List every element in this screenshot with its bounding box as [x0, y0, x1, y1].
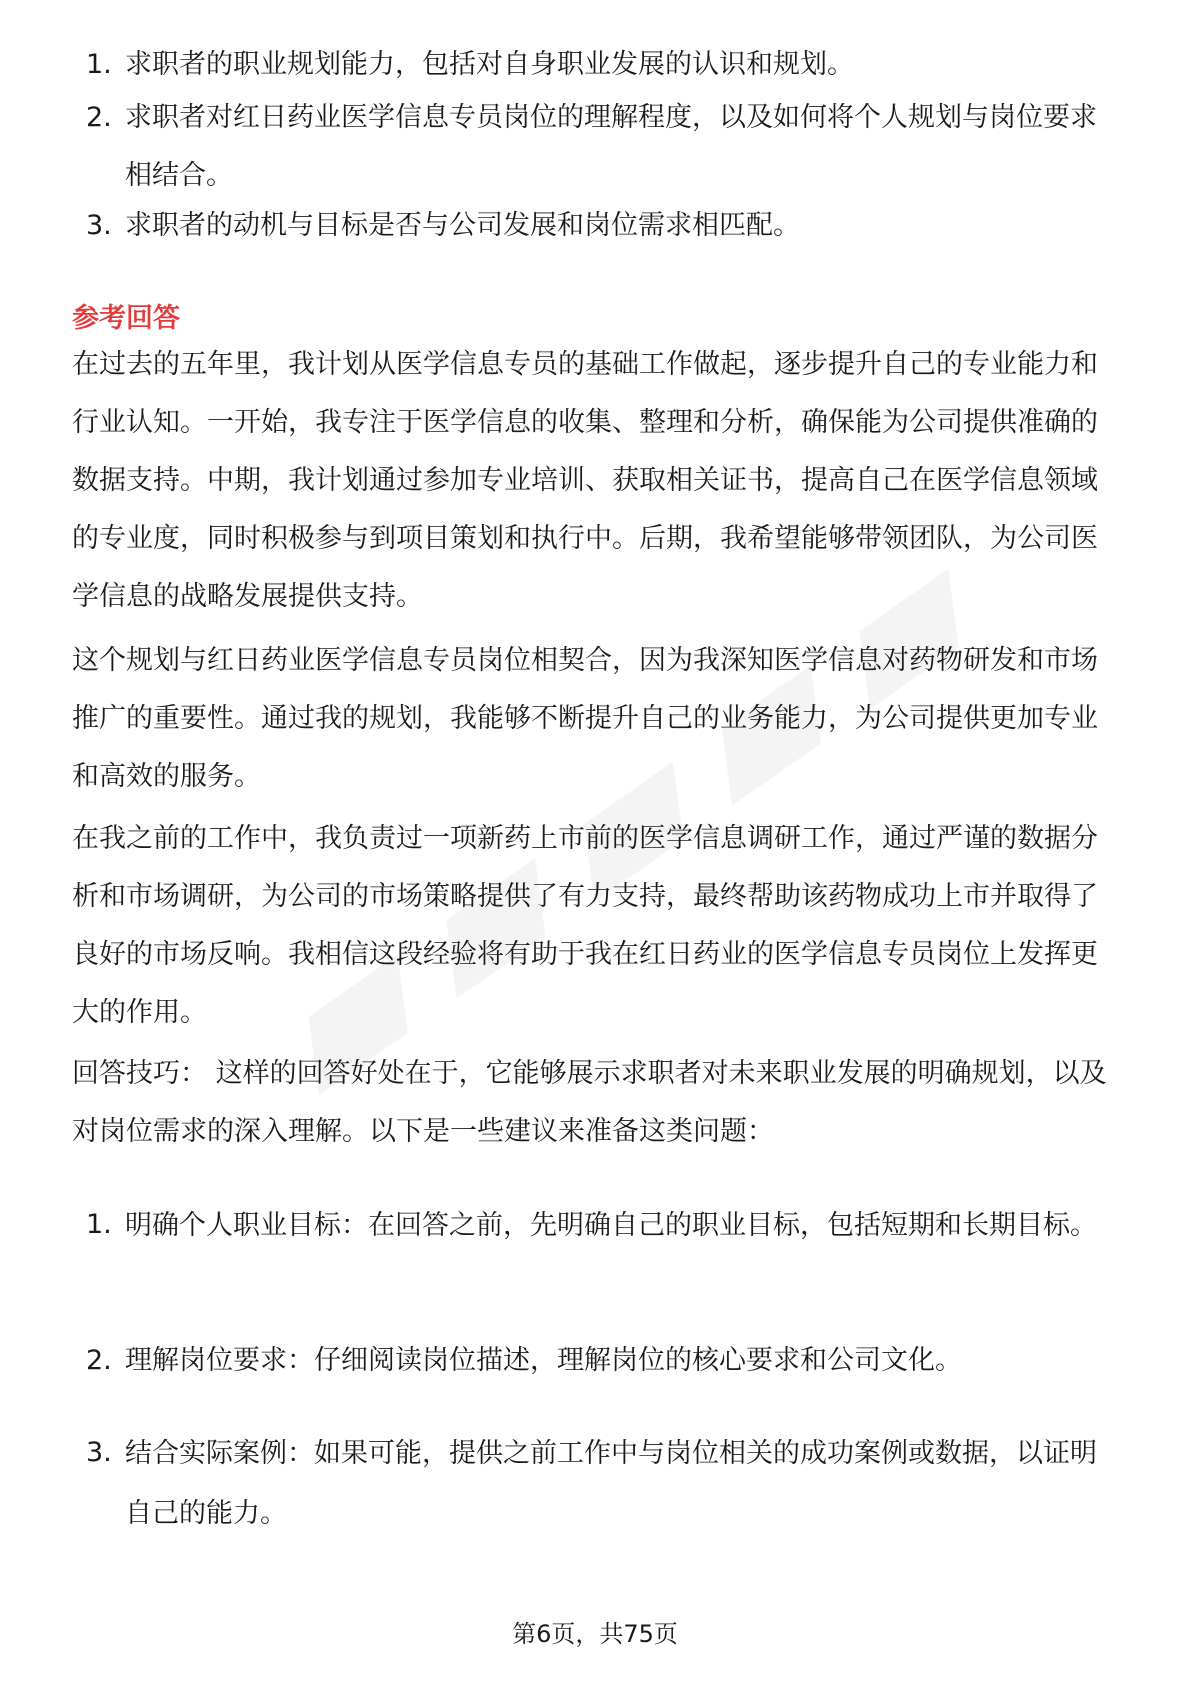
answer-paragraph: 这个规划与红日药业医学信息专员岗位相契合，因为我深知医学信息对药物研发和市场推广的重要性。通过我的规划，我能够不断提升自己的业务能力，为公司提供更加专业和高效的服务。 — [72, 645, 1098, 792]
list-number: 2. — [86, 102, 112, 133]
list-text: 求职者的动机与目标是否与公司发展和岗位需求相匹配。 — [125, 210, 800, 241]
tips-intro-paragraph: 回答技巧： 这样的回答好处在于，它能够展示求职者对未来职业发展的明确规划，以及对岗位需求的深入理解。以下是一些建议来准备这类问题： — [72, 1058, 1107, 1147]
list-text: 求职者的职业规划能力，包括对自身职业发展的认识和规划。 — [125, 49, 854, 80]
list-text: 理解岗位要求：仔细阅读岗位描述，理解岗位的核心要求和公司文化。 — [125, 1345, 962, 1376]
section-heading: 参考回答 — [72, 303, 180, 334]
page-number: 第6页，共75页 — [512, 1620, 678, 1648]
list-text: 求职者对红日药业医学信息专员岗位的理解程度，以及如何将个人规划与岗位要求相结合。 — [125, 102, 1097, 191]
list-text: 结合实际案例：如果可能，提供之前工作中与岗位相关的成功案例或数据，以证明自己的能力。 — [125, 1438, 1097, 1529]
list-number: 2. — [86, 1345, 112, 1376]
list-text: 明确个人职业目标：在回答之前，先明确自己的职业目标，包括短期和长期目标。 — [125, 1210, 1097, 1241]
list-number: 3. — [86, 1437, 112, 1468]
list-number: 3. — [86, 210, 112, 241]
list-number: 1. — [86, 49, 112, 80]
list-number: 1. — [86, 1209, 112, 1240]
answer-paragraph: 在我之前的工作中，我负责过一项新药上市前的医学信息调研工作，通过严谨的数据分析和市场调研，为公司的市场策略提供了有力支持，最终帮助该药物成功上市并取得了良好的市场反响。我相信这段经验将有助于我在红日药业的医学信息专员岗位上发挥更大的作用。 — [72, 823, 1098, 1028]
answer-paragraph: 在过去的五年里，我计划从医学信息专员的基础工作做起，逐步提升自己的专业能力和行业认知。一开始，我专注于医学信息的收集、整理和分析，确保能为公司提供准确的数据支持。中期，我计划通过参加专业培训、获取相关证书，提高自己在医学信息领域的专业度，同时积极参与到项目策划和执行中。后期，我希望能够带领团队，为公司医学信息的战略发展提供支持。 — [72, 349, 1098, 612]
